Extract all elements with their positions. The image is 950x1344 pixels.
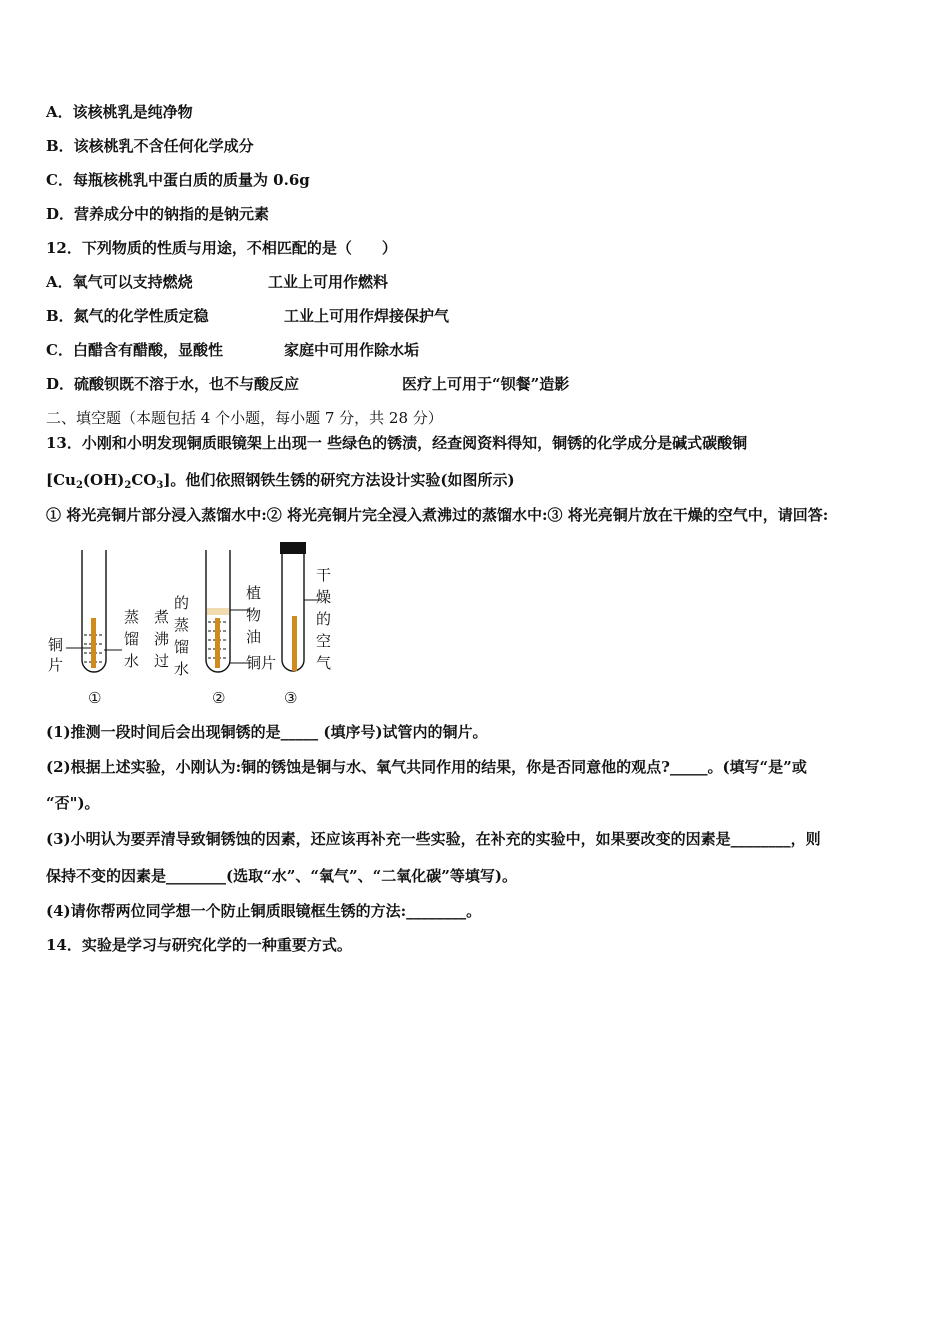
q11-option-d: D．营养成分中的钠指的是钠元素 [46,205,270,223]
formula: $[Cu_2(OH)_2CO_3]$ [46,471,171,491]
label-air-4: 空 [316,632,332,650]
q13-line1: 13．小刚和小明发现铜质眼镜架上出现一 些绿色的锈渍，经查阅资料得知，铜锈的化学成分是碱式碳酸铜 [46,434,748,452]
label-oil-3: 油 [246,628,262,646]
label-air-3: 的 [316,610,332,628]
copper-strip-2 [215,618,220,668]
label-boiled-3: 过 [154,652,170,670]
q12-option-d-use: 医疗上可用于“钡餐”造影 [402,375,570,393]
label-distilled-3: 水 [124,652,140,670]
q13-part3a: (3)小明认为要弄清导致铜锈蚀的因素，还应该再补充一些实验，在补充的实验中，如果要改变的因素是________，则 [46,830,821,848]
label-copper-left-1: 铜 [48,636,64,654]
tube-number-1: ① [88,689,102,707]
label-air-2: 燥 [316,588,332,606]
q12-option-b-use: 工业上可用作焊接保护气 [284,307,450,325]
oil-layer [207,608,229,615]
q12-stem: 12．下列物质的性质与用途，不相匹配的是（ ） [46,239,397,257]
q14-stem: 14．实验是学习与研究化学的一种重要方式。 [46,936,352,954]
label-boiled-7: 水 [174,660,190,678]
q11-option-a: A．该核桃乳是纯净物 [46,103,193,121]
stopper [280,542,306,554]
label-boiled-4: 的 [174,594,190,612]
label-distilled-2: 馏 [124,630,140,648]
test-tube-2 [206,550,250,672]
tube3-labels [284,566,331,707]
experiment-figure [44,538,344,713]
q12-option-c-use: 家庭中可用作除水垢 [284,341,420,359]
q12-option-a-use: 工业上可用作燃料 [268,273,389,291]
label-copper-left-2: 片 [48,656,64,674]
boiled-water-labels [154,594,189,678]
q12-option-c-property: C．白醋含有醋酸，显酸性 [46,341,223,359]
q12-option-d-property: D．硫酸钡既不溶于水，也不与酸反应 [46,375,300,393]
q13-part2b: “否")。 [46,794,100,812]
q13-line2: $[Cu_2(OH)_2CO_3]$。他们依照钢铁生锈的研究方法设计实验(如图所示) [46,471,515,491]
label-boiled-6: 馏 [174,638,190,656]
label-air-1: 干 [316,566,332,584]
tube2-labels [212,584,276,707]
q11-option-b: B．该核桃乳不含任何化学成分 [46,137,254,155]
tube-number-3: ③ [284,689,298,707]
q13-line3: ① 将光亮铜片部分浸入蒸馏水中:② 将光亮铜片完全浸入煮沸过的蒸馏水中:③ 将光亮铜片放在干燥的空气中，请回答: [46,506,829,524]
label-boiled-2: 沸 [154,630,170,648]
tube-number-2: ② [212,689,226,707]
section-heading: 二、填空题（本题包括 4 个小题，每小题 7 分，共 28 分） [46,409,443,427]
label-air-5: 气 [316,654,332,672]
label-copper-right: 铜片 [246,654,277,672]
label-boiled-5: 蒸 [174,616,190,634]
label-distilled-1: 蒸 [124,608,140,626]
label-oil-2: 物 [246,606,262,624]
label-oil-1: 植 [246,584,262,602]
q11-option-c: C．每瓶核桃乳中蛋白质的质量为 0.6g [46,171,310,189]
copper-strip-1 [91,618,96,668]
q13-part4: (4)请你帮两位同学想一个防止铜质眼镜框生锈的方法:________。 [46,902,482,920]
test-tube-1 [66,550,122,672]
q12-option-b-property: B．氮气的化学性质定稳 [46,307,209,325]
q13-part2a: (2)根据上述实验，小刚认为:铜的锈蚀是铜与水、氧气共同作用的结果，你是否同意他的观点?_____。(填写“是”或 [46,758,807,776]
q13-part1: (1)推测一段时间后会出现铜锈的是_____ (填序号)试管内的铜片。 [46,723,488,741]
test-tube-3 [280,542,320,671]
q12-option-a-property: A．氧气可以支持燃烧 [46,273,193,291]
q13-part3b: 保持不变的因素是________(选取“水”、“氧气”、“二氧化碳”等填写)。 [46,867,517,885]
copper-strip-3 [292,616,297,671]
label-boiled-1: 煮 [154,608,170,626]
